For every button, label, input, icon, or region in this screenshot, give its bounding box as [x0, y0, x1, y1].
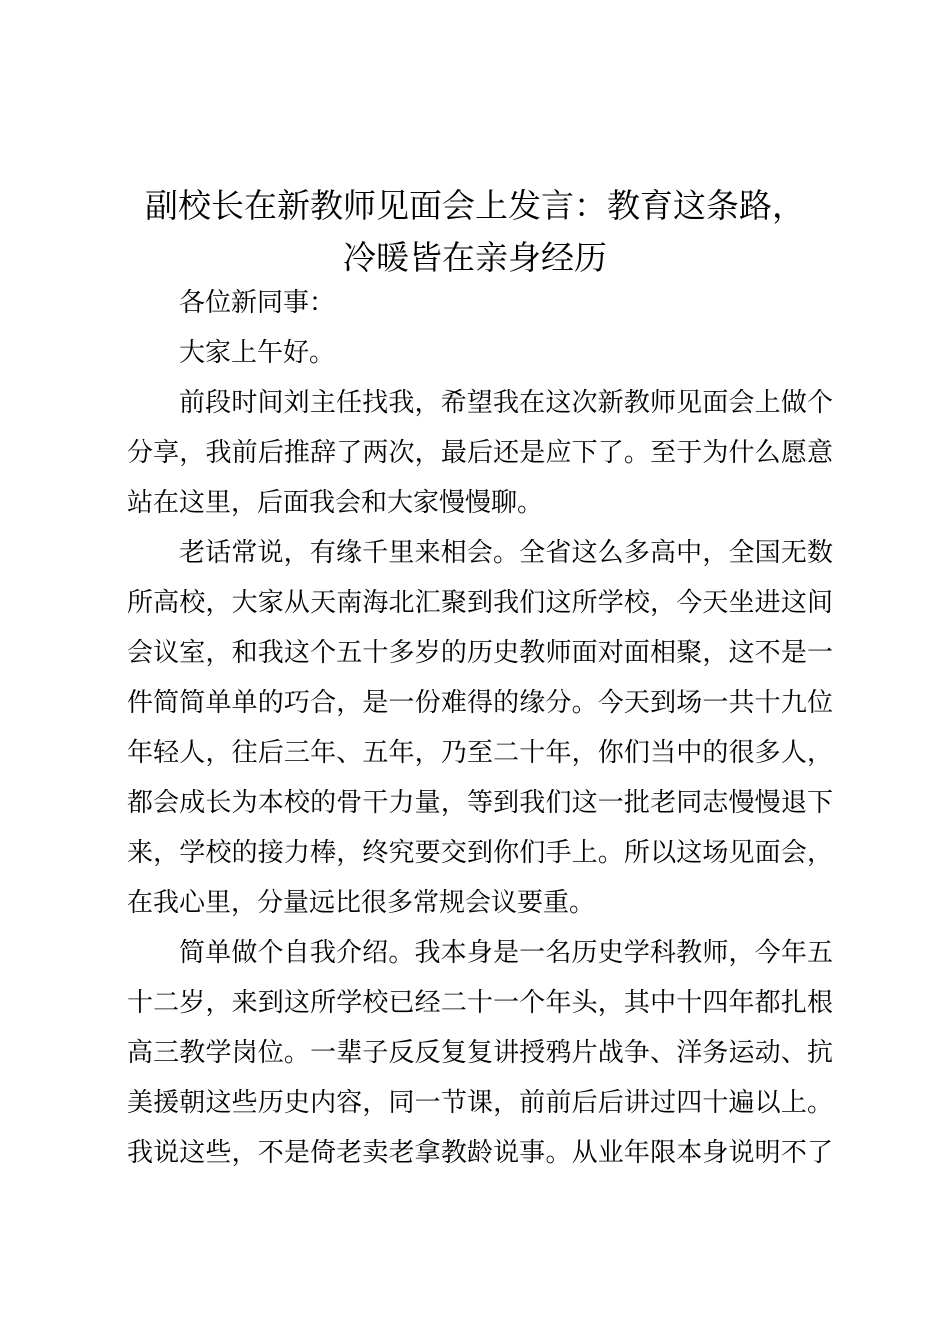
text-line: 老话常说，有缘千里来相会。全省这么多高中，全国无数	[179, 538, 833, 568]
paragraph-fate	[127, 528, 833, 928]
text-line: 前段时间刘主任找我，希望我在这次新教师见面会上做个	[179, 388, 833, 418]
paragraph-intro	[127, 378, 833, 528]
title-line: 副校长在新教师见面会上发言：教育这条路，	[145, 186, 805, 225]
text-line: 都会成长为本校的骨干力量，等到我们这一批老同志慢慢退下	[127, 788, 833, 818]
text-line: 十二岁，来到这所学校已经二十一个年头，其中十四年都扎根	[127, 988, 833, 1018]
title-line: 冷暖皆在亲身经历	[343, 238, 607, 277]
text-line: 高三教学岗位。一辈子反反复复讲授鸦片战争、洋务运动、抗	[127, 1038, 833, 1068]
text-line: 分享，我前后推辞了两次，最后还是应下了。至于为什么愿意	[127, 438, 833, 468]
text-line: 我说这些，不是倚老卖老拿教龄说事。从业年限本身说明不了	[127, 1138, 833, 1168]
text-line: 大家上午好。	[179, 338, 336, 368]
text-line: 年轻人，往后三年、五年，乃至二十年，你们当中的很多人，	[127, 738, 833, 768]
document-title	[110, 180, 840, 284]
text-line: 在我心里，分量远比很多常规会议要重。	[127, 888, 596, 918]
text-line: 会议室，和我这个五十多岁的历史教师面对面相聚，这不是一	[127, 638, 833, 668]
paragraph-salutation	[127, 278, 833, 328]
text-line: 简单做个自我介绍。我本身是一名历史学科教师，今年五	[179, 938, 833, 968]
paragraph-self-introduction	[127, 928, 833, 1178]
paragraph-greeting	[127, 328, 833, 378]
text-line: 美援朝这些历史内容，同一节课，前前后后讲过四十遍以上。	[127, 1088, 833, 1118]
text-line: 所高校，大家从天南海北汇聚到我们这所学校，今天坐进这间	[127, 588, 833, 618]
document-body	[127, 278, 833, 1178]
text-line: 来，学校的接力棒，终究要交到你们手上。所以这场见面会，	[127, 838, 833, 868]
text-line: 件简简单单的巧合，是一份难得的缘分。今天到场一共十九位	[127, 688, 833, 718]
text-line: 站在这里，后面我会和大家慢慢聊。	[127, 488, 544, 518]
text-line: 各位新同事：	[179, 288, 336, 318]
